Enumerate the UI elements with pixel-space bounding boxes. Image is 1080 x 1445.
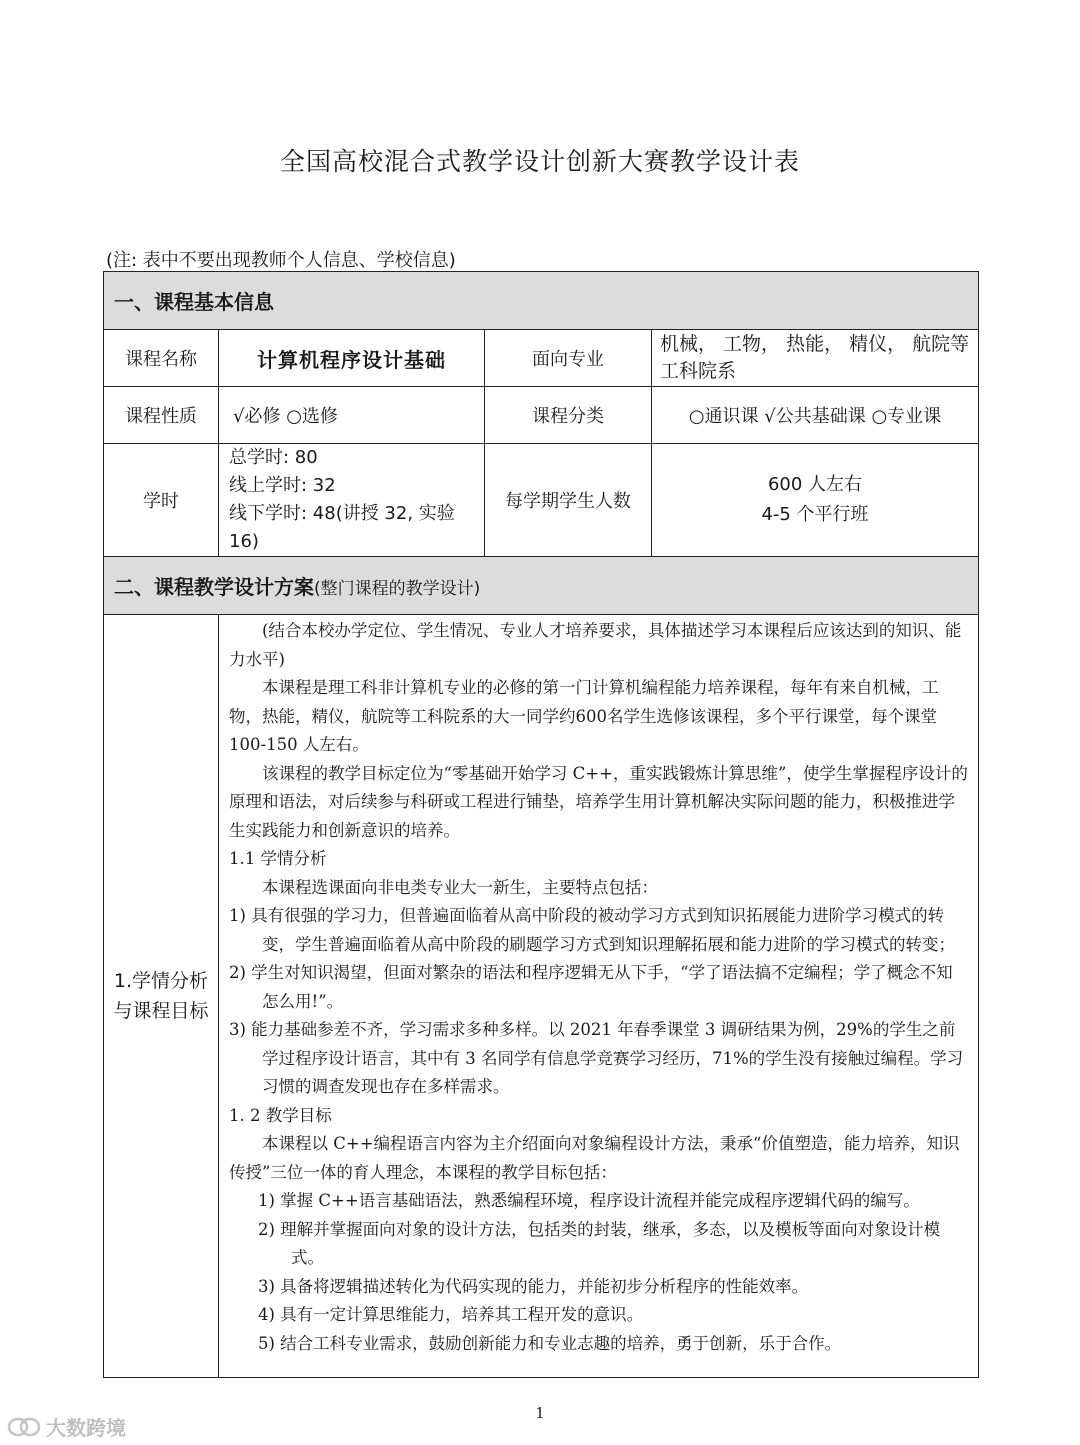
students-count: 600 人左右	[767, 474, 863, 495]
watermark-text: 大数跨境	[46, 1416, 126, 1440]
row-course-name	[104, 330, 979, 387]
heading-1-2: 1. 2 教学目标	[229, 1105, 332, 1125]
design-table	[103, 271, 978, 1378]
paragraph-2: 该课程的教学目标定位为“零基础开始学习 C++，重实践锻炼计算思维”，使学生掌握程序设计的原理和语法，对后续参与科研或工程进行铺垫，培养学生用计算机解决实际问题的能力，积极推进学生实践能力和创新意识的培养。	[229, 763, 968, 840]
section-1-header	[104, 272, 979, 330]
hours-offline: 线下学时: 48(讲授 32, 实验 16)	[229, 503, 455, 552]
document-title: 全国高校混合式教学设计创新大赛教学设计表	[279, 147, 800, 176]
hours-online: 线上学时: 32	[229, 475, 336, 496]
row-hours	[104, 444, 979, 557]
watermark-logo-icon	[6, 1416, 42, 1438]
heading-1-1: 1.1 学情分析	[229, 849, 327, 868]
block-1-content	[219, 615, 979, 1378]
analysis-item-3: 3) 能力基础参差不齐，学习需求多种多样。以 2021 年春季课堂 3 调研结果为例，29%的学生之前学过程序设计语言，其中有 3 名同学有信息学竞赛学习经历，71%的学生没有接触过编程。学习习惯的调查发现也存在多样需求。	[229, 1020, 964, 1096]
note-text: (注: 表中不要出现教师个人信息、学校信息)	[106, 250, 456, 271]
goal-item-4: 4) 具有一定计算思维能力，培养其工程开发的意识。	[258, 1305, 644, 1324]
row-course-nature	[104, 387, 979, 444]
analysis-item-1: 1) 具有很强的学习力，但普遍面临着从高中阶段的被动学习方式到知识拓展能力进阶学习模式的转变，学生普遍面临着从高中阶段的刷题学习方式到知识理解拓展和能力进阶的学习模式的转变；	[229, 906, 955, 954]
goal-item-5: 5) 结合工科专业需求，鼓励创新能力和专业志趣的培养，勇于创新，乐于合作。	[258, 1333, 842, 1353]
section-2-label: 二、课程教学设计方案	[114, 575, 314, 599]
parallel-classes: 4-5 个平行班	[761, 504, 869, 525]
nature-label: 课程性质	[104, 387, 219, 444]
paragraph-1: 本课程是理工科非计算机专业的必修的第一门计算机编程能力培养课程，每年有来自机械，工物，热能，精仪，航院等工科院系的大一同学约600名学生选修该课程，多个平行课堂，每个课堂 100-150 人左右。	[229, 678, 939, 754]
nature-value: √必修 ○选修	[219, 387, 485, 444]
category-value: ○通识课 √公共基础课 ○专业课	[652, 387, 979, 444]
category-label: 课程分类	[485, 387, 652, 444]
goal-item-3: 3) 具备将逻辑描述转化为代码实现的能力，并能初步分析程序的性能效率。	[258, 1276, 809, 1296]
major-label: 面向专业	[485, 330, 652, 387]
goal-item-2: 2) 理解并掌握面向对象的设计方法，包括类的封装，继承，多态，以及模板等面向对象设计模式。	[258, 1219, 941, 1267]
hours-cell	[219, 444, 485, 557]
page-number: 1	[535, 1404, 545, 1422]
block-1-label: 1.学情分析与课程目标	[104, 615, 219, 1378]
row-block-1	[104, 615, 979, 1378]
students-label: 每学期学生人数	[485, 444, 652, 557]
paragraph-4: 本课程以 C++编程语言内容为主介绍面向对象编程设计方法，秉承“价值塑造，能力培养，知识传授”三位一体的育人理念，本课程的教学目标包括：	[229, 1134, 960, 1182]
students-cell	[652, 444, 979, 557]
block-intro: (结合本校办学定位、学生情况、专业人才培养要求，具体描述学习本课程后应该达到的知识、能力水平)	[229, 621, 962, 669]
hours-label: 学时	[104, 444, 219, 557]
section-1-label: 一、课程基本信息	[104, 272, 979, 330]
major-value: 机械， 工物， 热能， 精仪， 航院等工科院系	[652, 330, 979, 387]
analysis-item-2: 2) 学生对知识渴望，但面对繁杂的语法和程序逻辑无从下手，“学了语法搞不定编程；学了概念不知怎么用!”。	[229, 963, 953, 1011]
goal-item-1: 1) 掌握 C++语言基础语法，熟悉编程环境，程序设计流程并能完成程序逻辑代码的编写。	[258, 1191, 920, 1210]
paragraph-3: 本课程选课面向非电类专业大一新生，主要特点包括：	[262, 877, 658, 897]
section-2-cell	[104, 557, 979, 615]
hours-total: 总学时: 80	[229, 447, 318, 468]
section-2-header	[104, 557, 979, 615]
course-name-label: 课程名称	[104, 330, 219, 387]
watermark	[6, 1412, 126, 1441]
course-name-value: 计算机程序设计基础	[219, 330, 485, 387]
section-2-subtitle: (整门课程的教学设计)	[314, 579, 481, 599]
